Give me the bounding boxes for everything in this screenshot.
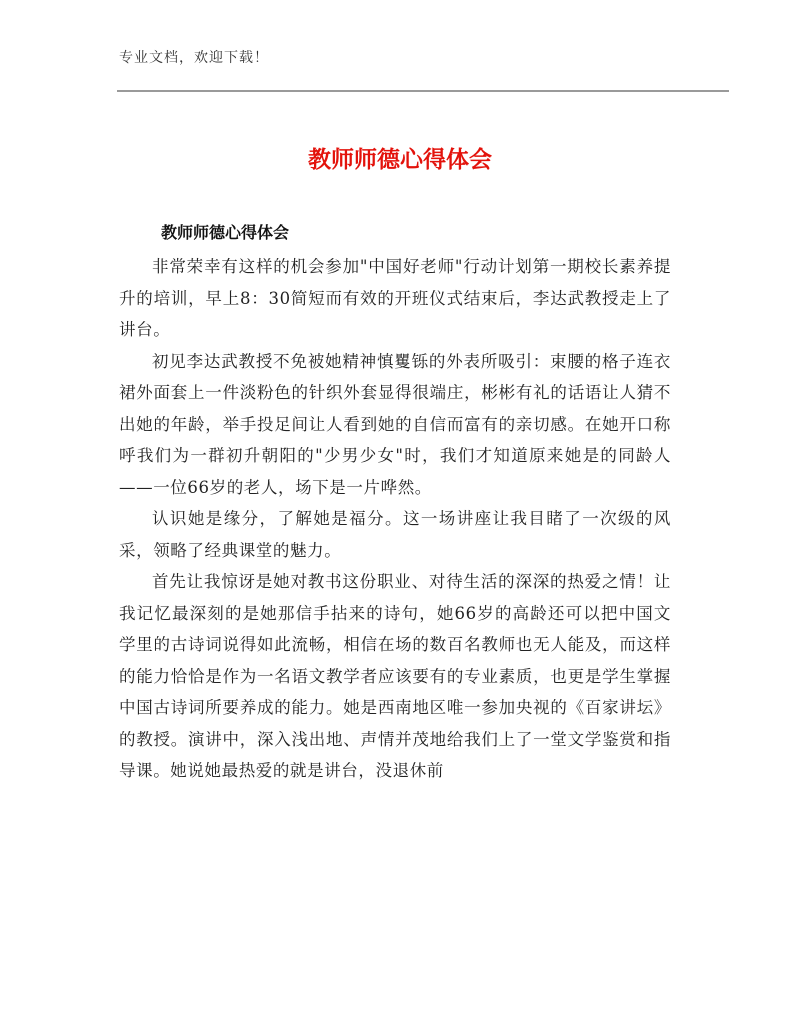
paragraph: 认识她是缘分，了解她是福分。这一场讲座让我目睹了一次级的风采，领略了经典课堂的魅力。 [119, 509, 671, 560]
paragraph: 非常荣幸有这样的机会参加"中国好老师"行动计划第一期校长素养提升的培训，早上8：30简短而有效的开班仪式结束后，李达武教授走上了讲台。 [119, 257, 671, 339]
document-subtitle: 教师师德心得体会 [161, 223, 290, 242]
header-note: 专业文档，欢迎下载！ [119, 50, 269, 66]
paragraph: 初见李达武教授不免被她精神慎矍铄的外表所吸引：束腰的格子连衣裙外面套上一件淡粉色的针织外套显得很端庄，彬彬有礼的话语让人猜不出她的年龄，举手投足间让人看到她的自信而富有的亲切感。在她开口称呼我们为一群初升朝阳的"少男少女"时，我们才知道原来她是的同龄人——一位66岁的老人，场下是一片哗然。 [119, 351, 671, 497]
document-body [119, 251, 671, 787]
header-divider [117, 90, 729, 92]
document-title: 教师师德心得体会 [308, 147, 492, 173]
paragraph: 首先让我惊讶是她对教书这份职业、对待生活的深深的热爱之情！让我记忆最深刻的是她那信手拈来的诗句，她66岁的高龄还可以把中国文学里的古诗词说得如此流畅，相信在场的数百名教师也无人能及，而这样的能力恰恰是作为一名语文教学者应该要有的专业素质，也更是学生掌握中国古诗词所要养成的能力。她是西南地区唯一参加央视的《百家讲坛》的教授。演讲中，深入浅出地、声情并茂地给我们上了一堂文学鉴赏和指导课。她说她最热爱的就是讲台，没退休前 [119, 572, 671, 780]
